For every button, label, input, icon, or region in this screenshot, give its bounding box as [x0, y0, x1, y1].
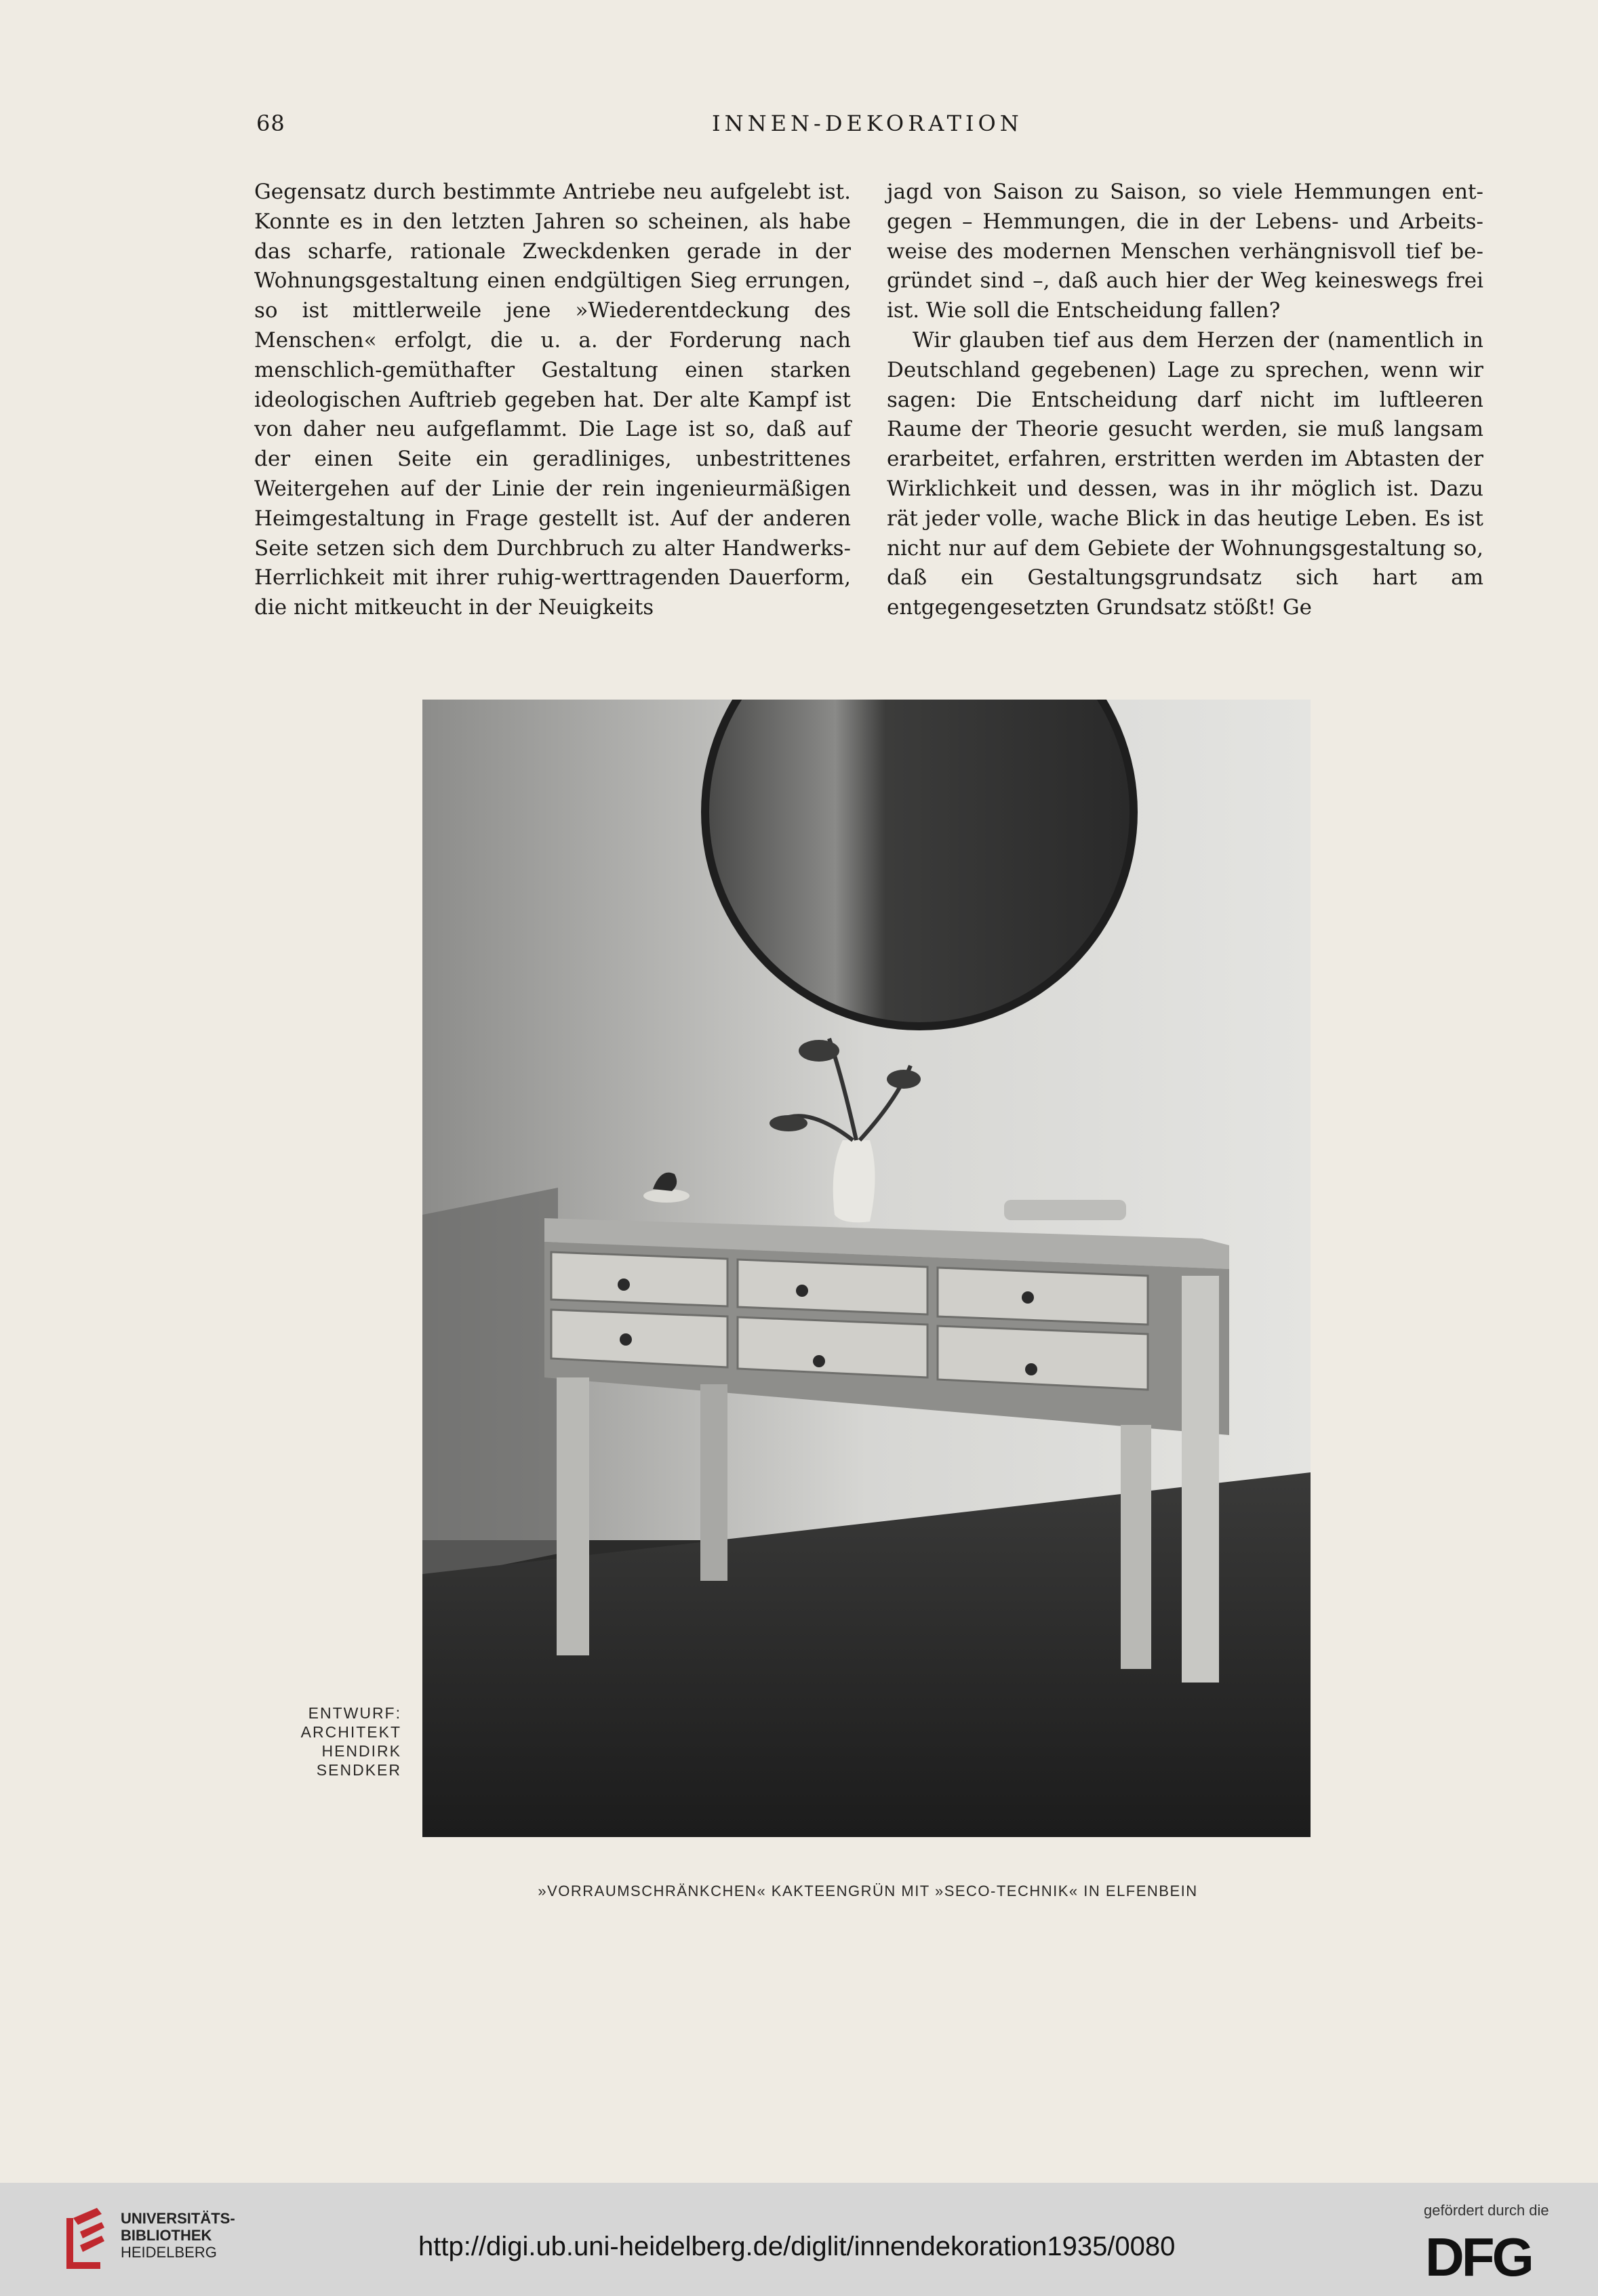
left-paragraph-1: Gegensatz durch bestimmte Antriebe neu aufgelebt ist. Konnte es in den letzten Jahren so scheinen, als habe das scharfe, rationale Zweckdenken gerade in der Wohnungsgestaltung einen endgültigen Sieg errungen, so ist mittlerweile jene »Wiederentdeckung des Menschen« erfolgt, die u. a. der Forderung nach menschlich-gemüthafter Gestaltung einen starken ideologischen Auftrieb gegeben hat. Der alte Kampf ist von daher neu aufgeflammt. Die Lage ist so, daß auf der einen Seite ein geradliniges, unbestrittenes Weitergehen auf der Linie der rein ingenieurmäßigen Heimgestaltung in Frage gestellt ist. Auf der anderen Seite setzen sich dem Durchbruch zu alter Handwerks-Herrlichkeit mit ihrer ruhig-werttragenden Dauerform, die nicht mitkeucht in der Neuigkeits — [254, 180, 851, 620]
library-line: HEIDELBERG — [121, 2244, 217, 2261]
photo-illustration — [422, 700, 1311, 1837]
digitization-footer — [0, 2183, 1598, 2296]
credit-line: SENDKER — [316, 1761, 401, 1779]
right-column — [887, 178, 1483, 623]
funding-label: gefördert durch die — [1424, 2202, 1549, 2219]
photo-caption: »VORRAUMSCHRÄNKCHEN« KAKTEENGRÜN MIT »SECO-TECHNIK« IN ELFENBEIN — [538, 1882, 1198, 1899]
credit-line: HENDIRK — [321, 1742, 401, 1760]
credit-line: ENTWURF: — [308, 1704, 401, 1722]
dfg-logo: DFG — [1425, 2227, 1532, 2287]
furniture-photo — [422, 700, 1311, 1837]
right-paragraph-1: jagd von Saison zu Saison, so viele Hemmungen entgegen – Hemmungen, die in der Lebens- und Arbeitsweise des modernen Menschen verhängnisvoll tief begründet sind –, daß auch hier der Weg keineswegs frei ist. Wie soll die Entscheidung fallen? — [887, 180, 1483, 323]
permalink[interactable]: http://digi.ub.uni-heidelberg.de/diglit/innendekoration1935/0080 — [418, 2232, 1176, 2261]
photo-credit — [278, 1704, 401, 1779]
page-number: 68 — [256, 110, 285, 136]
running-head: INNEN-DEKORATION — [712, 110, 1023, 136]
library-line: UNIVERSITÄTS- — [121, 2210, 235, 2227]
library-line: BIBLIOTHEK — [121, 2227, 212, 2244]
right-paragraph-2: Wir glauben tief aus dem Herzen der (namentlich in Deutschland gegebenen) Lage zu sprechen, wenn wir sagen: Die Entscheidung darf nicht im luftleeren Raume der Theorie gesucht werden, sie muß langsam erarbeitet, erfahren, erstritten werden im Abtasten der Wirklichkeit und dessen, was in ihr möglich ist. Dazu rät jeder volle, wache Blick in das heutige Leben. Es ist nicht nur auf dem Gebiete der Wohnungsgestaltung so, daß ein Gestaltungsgrundsatz sich hart am entgegengesetzten Grundsatz stößt! Ge — [887, 327, 1483, 620]
credit-line: ARCHITEKT — [300, 1723, 401, 1741]
left-column — [254, 178, 851, 623]
library-name — [121, 2210, 235, 2261]
ub-heidelberg-logo-icon — [60, 2204, 108, 2272]
